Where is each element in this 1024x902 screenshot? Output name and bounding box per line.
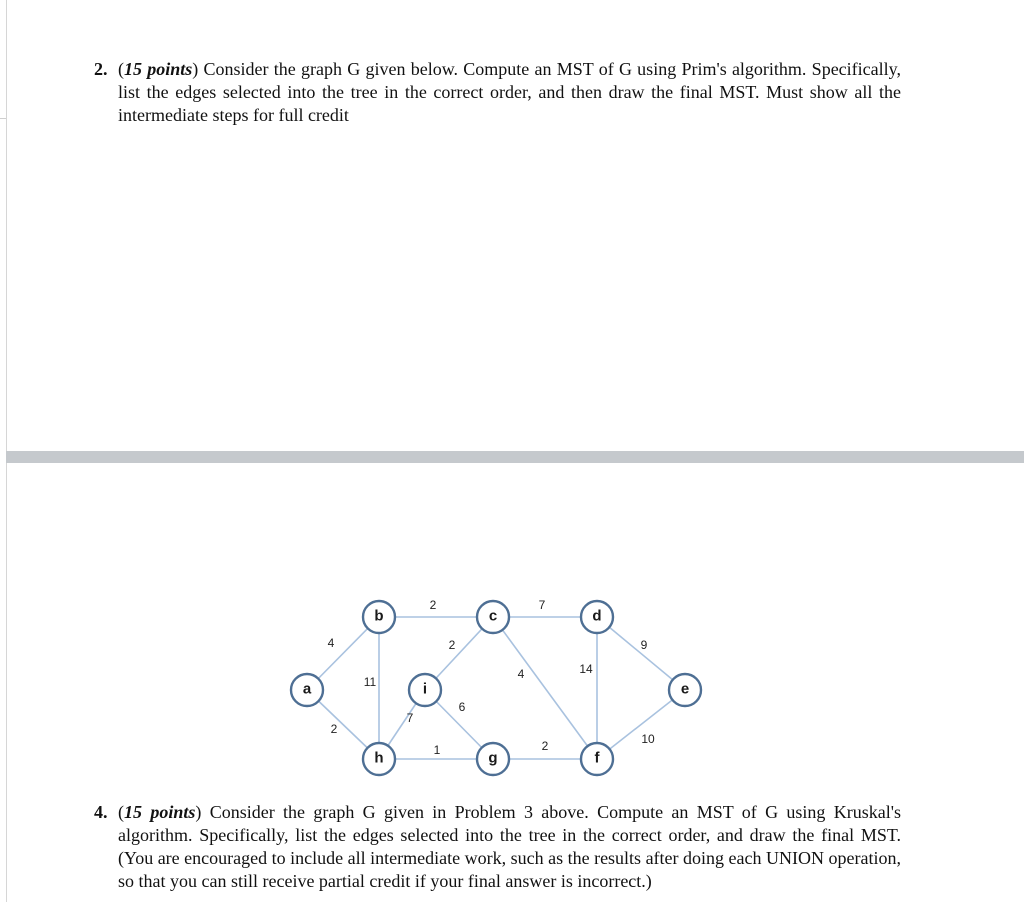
node-e <box>669 674 701 706</box>
node-c <box>477 601 509 633</box>
weight-a-b: 4 <box>327 636 335 650</box>
graph-nodes <box>291 601 701 775</box>
problem-2-text: Consider the graph G given below. Compute an MST of G using Prim's algorithm. Specifically, list the edges selected into the tree in the correct order, and then draw the final MST. Must show all the intermediate steps for full credit <box>118 59 901 125</box>
problem-4-text: Consider the graph G given in Problem 3 above. Compute an MST of G using Kruskal's algorithm. Specifically, list the edges selected into the tree in the correct order, and draw the final MST. (You are encouraged to include all intermediate work, such as the results after doing each UNION operation, so that you can still receive partial credit if your final answer is incorrect.) <box>118 802 901 891</box>
node-a-label: a <box>302 680 312 698</box>
node-a <box>291 674 323 706</box>
node-b-label: b <box>374 607 384 625</box>
weight-d-f: 14 <box>579 662 593 676</box>
weight-d-e: 9 <box>640 638 648 652</box>
weight-f-g: 2 <box>541 739 549 753</box>
problem-4-points: 15 points <box>124 802 196 822</box>
node-b <box>363 601 395 633</box>
problem-2-paren-open: ( <box>118 59 124 79</box>
node-g <box>477 743 509 775</box>
weight-c-f: 4 <box>517 667 525 681</box>
weight-c-i: 2 <box>448 638 456 652</box>
problem-4-paren-close: ) <box>195 802 202 822</box>
weight-h-i: 7 <box>406 711 414 725</box>
weight-b-c: 2 <box>429 598 437 612</box>
problem-2-paren-close: ) <box>192 59 199 79</box>
node-f-label: f <box>594 749 600 767</box>
weight-b-h: 11 <box>363 675 377 689</box>
weight-i-g: 6 <box>458 700 466 714</box>
problem-4-number: 4. <box>94 802 108 822</box>
weight-g-h: 1 <box>433 743 441 757</box>
node-f <box>581 743 613 775</box>
node-c-label: c <box>488 607 498 625</box>
problem-2-points: 15 points <box>124 59 193 79</box>
node-i <box>409 674 441 706</box>
weight-a-h: 2 <box>330 722 338 736</box>
node-d-label: d <box>592 607 602 625</box>
edge-c-f <box>493 617 597 759</box>
node-g-label: g <box>488 749 498 767</box>
node-h-label: h <box>374 749 384 767</box>
weight-e-f: 10 <box>641 732 655 746</box>
node-e-label: e <box>680 680 690 698</box>
node-d <box>581 601 613 633</box>
node-h <box>363 743 395 775</box>
node-i-label: i <box>422 680 428 698</box>
weight-c-d: 7 <box>538 598 546 612</box>
problem-2-number: 2. <box>94 59 108 79</box>
problem-4 <box>94 801 901 893</box>
problem-4-paren-open: ( <box>118 802 124 822</box>
